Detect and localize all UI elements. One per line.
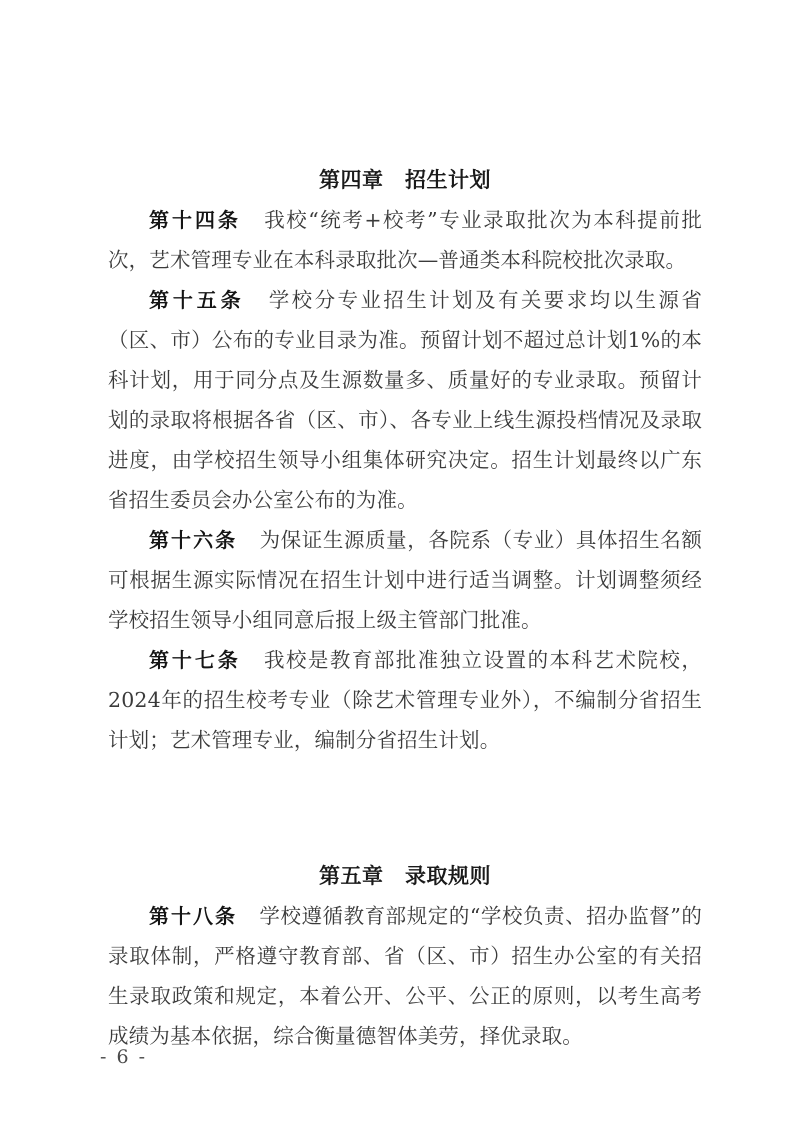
article-label-17: 第十七条 (149, 648, 241, 672)
article-body-18: 学校遵循教育部规定的“学校负责、招办监督”的录取体制，严格遵守教育部、省（区、市）招生办公室的有关招生录取政策和规定，本着公开、公平、公正的原则，以考生高考成绩为基本依据，综合衡量德智体美劳，择优录取。 (108, 904, 702, 1048)
article-body-16: 为保证生源质量，各院系（专业）具体招生名额可根据生源实际情况在招生计划中进行适当调整。计划调整须经学校招生领导小组同意后报上级主管部门批准。 (108, 528, 702, 632)
chapter-heading-4: 第四章 招生计划 (319, 168, 491, 192)
article-label-18: 第十八条 (149, 904, 237, 928)
page-content (108, 160, 702, 1056)
article-body-14: 我校“统考+校考”专业录取批次为本科提前批次，艺术管理专业在本科录取批次—普通类本科院校批次录取。 (108, 208, 702, 272)
article-label-14: 第十四条 (149, 208, 241, 232)
article-paragraph (108, 896, 702, 1056)
article-label-15: 第十五条 (149, 288, 245, 312)
article-paragraph (108, 520, 702, 640)
chapter-heading-5: 第五章 录取规则 (319, 864, 491, 888)
article-body-15: 学校分专业招生计划及有关要求均以生源省（区、市）公布的专业目录为准。预留计划不超过总计划1%的本科计划，用于同分点及生源数量多、质量好的专业录取。预留计划的录取将根据各省（区、市）、各专业上线生源投档情况及录取进度，由学校招生领导小组集体研究决定。招生计划最终以广东省招生委员会办公室公布的为准。 (108, 288, 702, 512)
article-body-17: 我校是教育部批准独立设置的本科艺术院校，2024年的招生校考专业（除艺术管理专业外），不编制分省招生计划；艺术管理专业，编制分省招生计划。 (108, 648, 702, 752)
article-label-16: 第十六条 (149, 528, 238, 552)
page-number-footer: - 6 - (100, 1046, 148, 1068)
article-paragraph (108, 640, 702, 760)
article-paragraph (108, 280, 702, 520)
article-paragraph (108, 200, 702, 280)
